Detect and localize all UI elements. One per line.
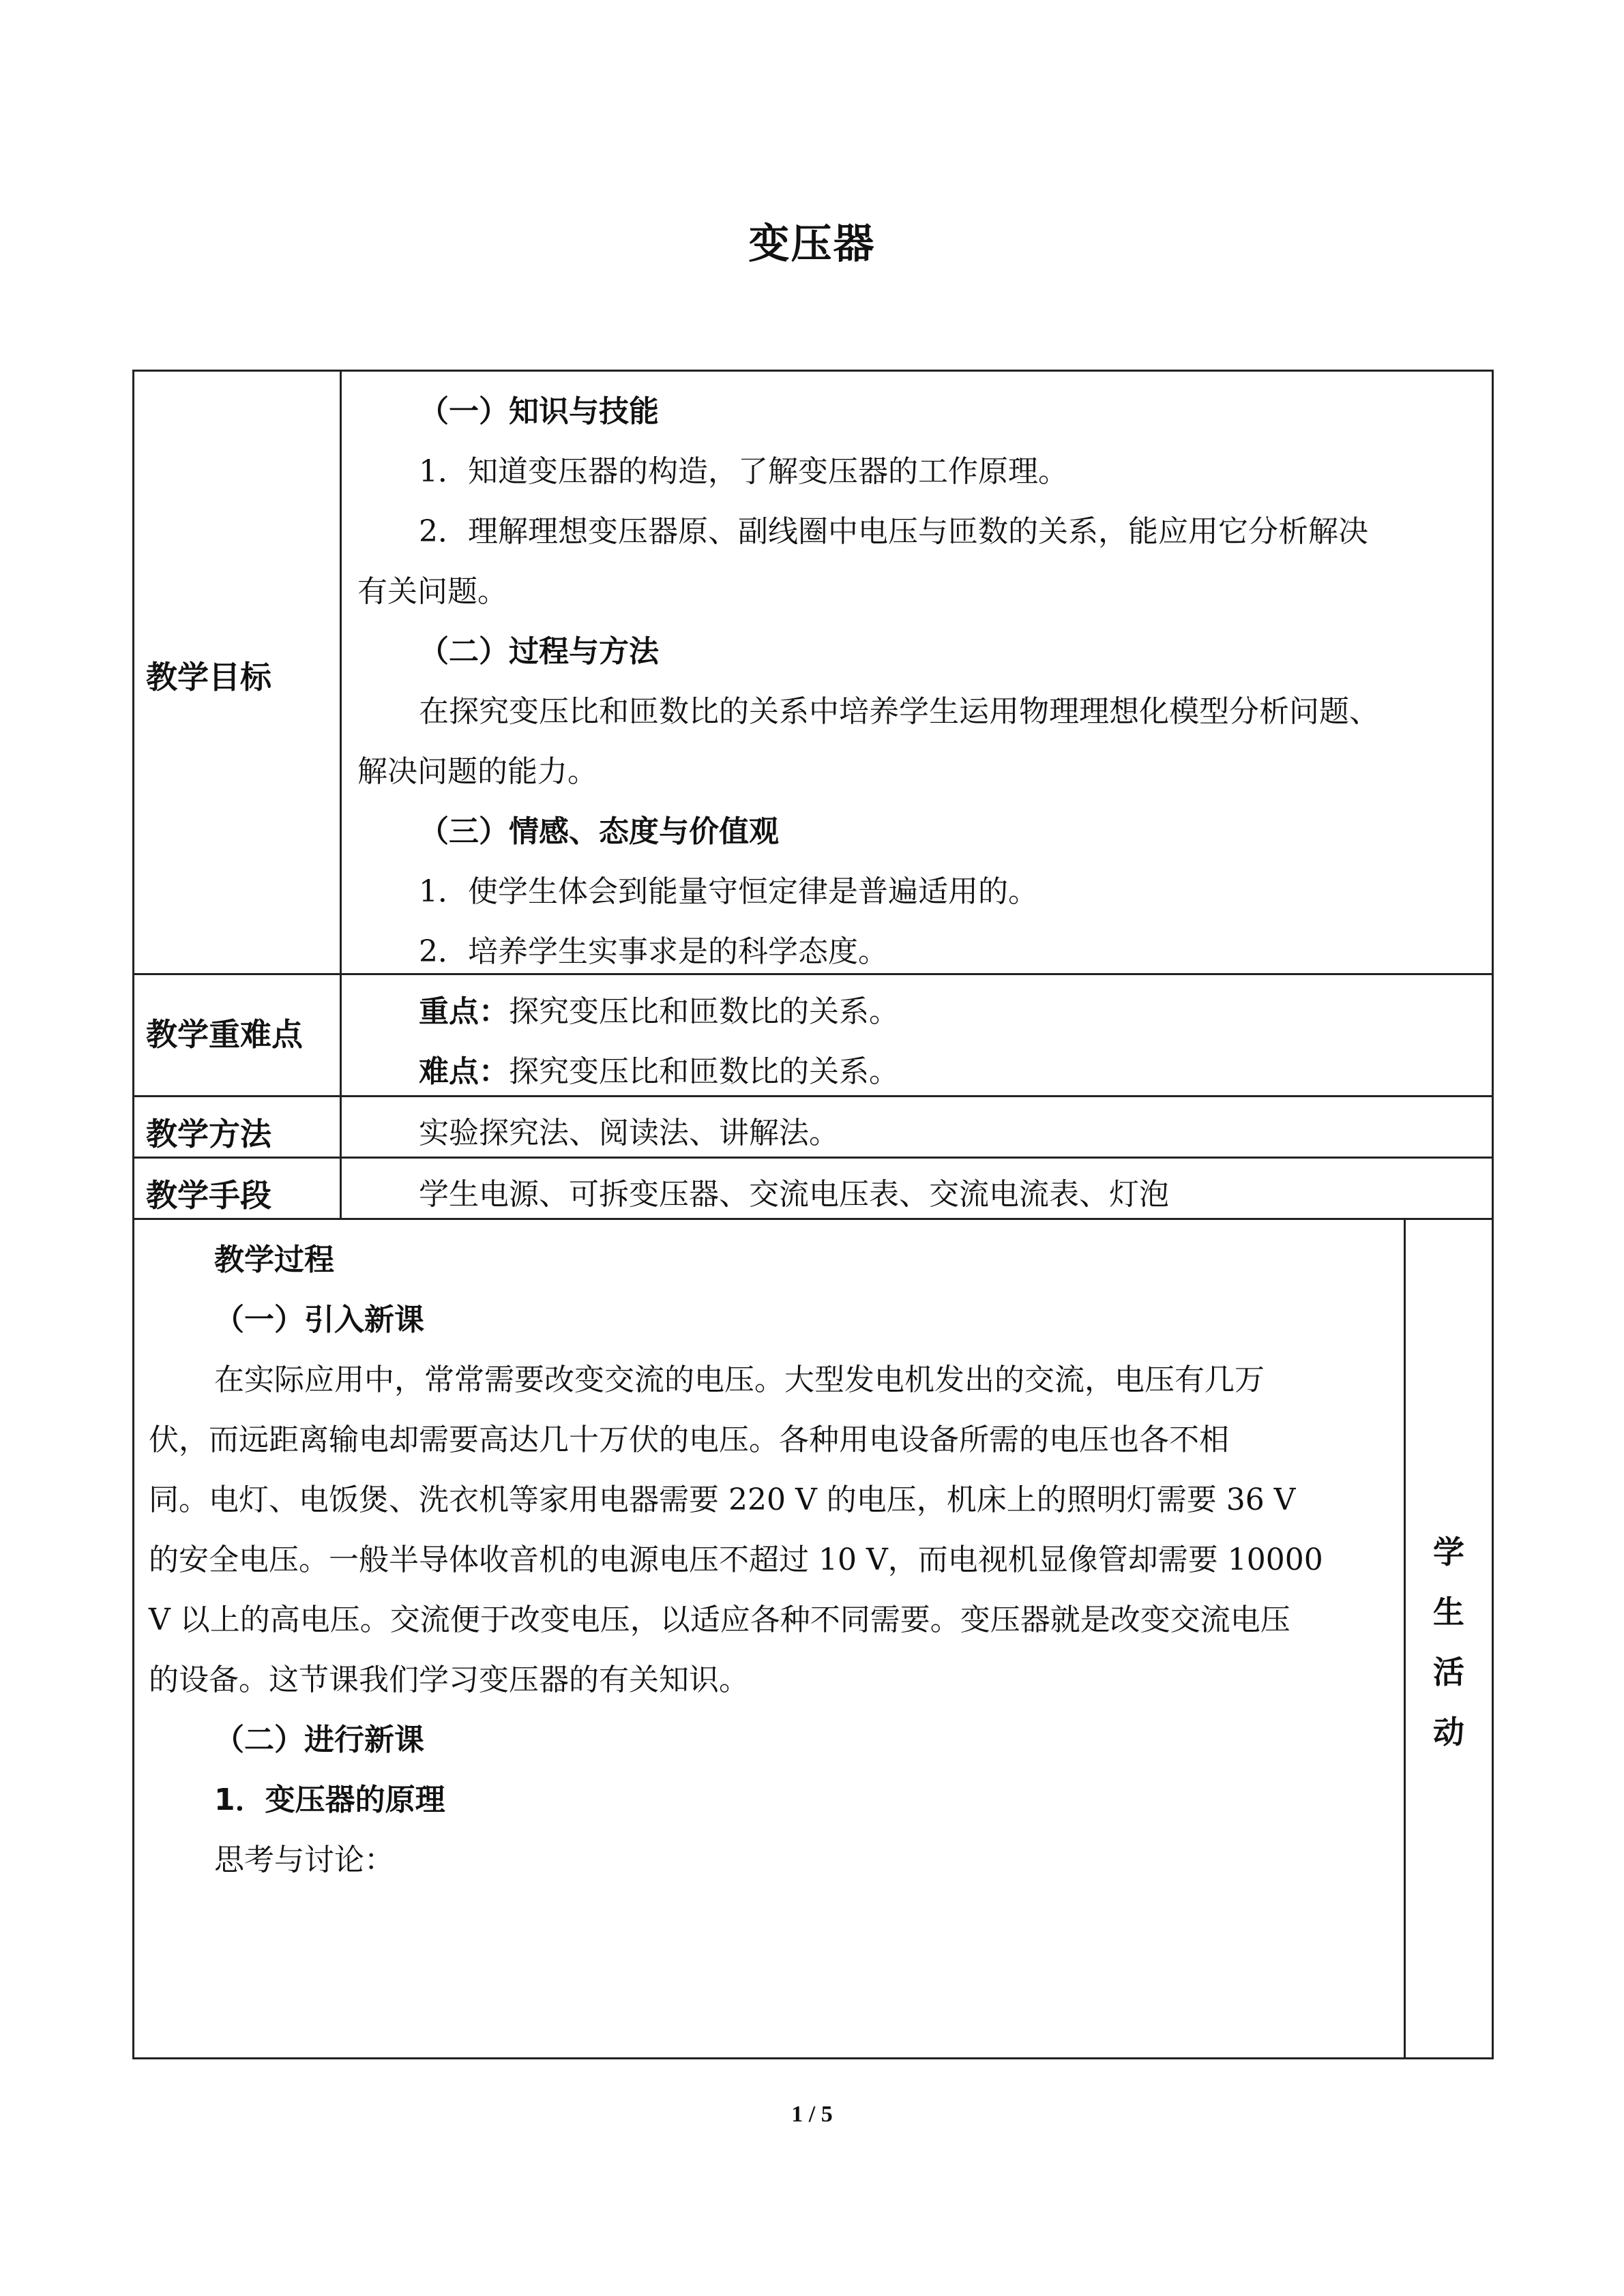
process-think-discuss: 思考与讨论： [214,1843,394,1877]
objectives-item: 1．知道变压器的构造，了解变压器的工作原理。 [419,454,1068,489]
keypoints-label: 教学重难点 [146,1016,303,1053]
side-char: 活 [1433,1654,1464,1690]
objectives-item: 2．培养学生实事求是的科学态度。 [419,934,888,969]
process-paragraph-line: 的设备。这节课我们学习变压器的有关知识。 [149,1663,749,1697]
means-label: 教学手段 [146,1177,271,1214]
student-activity-column [1428,1522,1469,1762]
objectives-item-continued: 有关问题。 [357,574,507,609]
means-text: 学生电源、可拆变压器、交流电压表、交流电流表、灯泡 [419,1177,1169,1212]
objectives-heading-attitude: （三）情感、态度与价值观 [419,814,779,849]
difficult-point-line [419,1054,899,1089]
process-paragraph-line: 在实际应用中，常常需要改变交流的电压。大型发电机发出的交流，电压有几万 [214,1362,1265,1397]
objectives-heading-knowledge: （一）知识与技能 [419,394,659,429]
process-subheading-intro: （一）引入新课 [214,1302,424,1337]
process-heading: 教学过程 [214,1242,334,1277]
row-divider [132,1095,1494,1097]
objectives-heading-process: （二）过程与方法 [419,634,659,669]
process-paragraph-line: 伏，而远距离输电却需要高达几十万伏的电压。各种用电设备所需的电压也各不相 [149,1422,1229,1457]
objectives-item: 在探究变压比和匝数比的关系中培养学生运用物理理想化模型分析问题、 [419,694,1379,729]
process-subheading-new: （二）进行新课 [214,1723,424,1757]
label-column-divider [340,370,342,1219]
table-border-right [1492,370,1494,2059]
page-number: 1 / 5 [791,2102,833,2127]
difficult-point-text: 探究变压比和匝数比的关系。 [509,1054,899,1089]
difficult-point-label: 难点： [419,1054,509,1089]
objectives-item: 1．使学生体会到能量守恒定律是普遍适用的。 [419,874,1038,909]
process-paragraph-line: V 以上的高电压。交流便于改变电压，以适应各种不同需要。变压器就是改变交流电压 [149,1602,1290,1637]
objectives-item-continued: 解决问题的能力。 [357,754,597,789]
key-point-text: 探究变压比和匝数比的关系。 [509,994,899,1029]
key-point-line [419,994,899,1029]
objectives-item: 2．理解理想变压器原、副线圈中电压与匝数的关系，能应用它分析解决 [419,514,1368,549]
table-border-top [132,370,1494,372]
key-point-label: 重点： [419,994,509,1029]
methods-label: 教学方法 [146,1116,271,1152]
table-border-bottom [132,2057,1494,2059]
process-paragraph-line: 的安全电压。一般半导体收音机的电源电压不超过 10 V，而电视机显像管却需要 10000 [149,1542,1323,1577]
row-divider [132,1218,1494,1220]
methods-text: 实验探究法、阅读法、讲解法。 [419,1116,839,1150]
objectives-label: 教学目标 [146,659,271,696]
side-char: 学 [1433,1534,1464,1570]
row-divider [132,1157,1494,1159]
process-section-principle: 1．变压器的原理 [214,1783,445,1817]
side-char: 动 [1433,1714,1464,1750]
lesson-plan-table [132,370,1494,2059]
table-border-left [132,370,134,2059]
document-title: 变压器 [748,220,876,268]
process-paragraph-line: 同。电灯、电饭煲、洗衣机等家用电器需要 220 V 的电压，机床上的照明灯需要 36 V [149,1482,1296,1517]
side-column-divider [1404,1218,1406,2059]
side-char: 生 [1433,1594,1464,1630]
row-divider [132,973,1494,975]
